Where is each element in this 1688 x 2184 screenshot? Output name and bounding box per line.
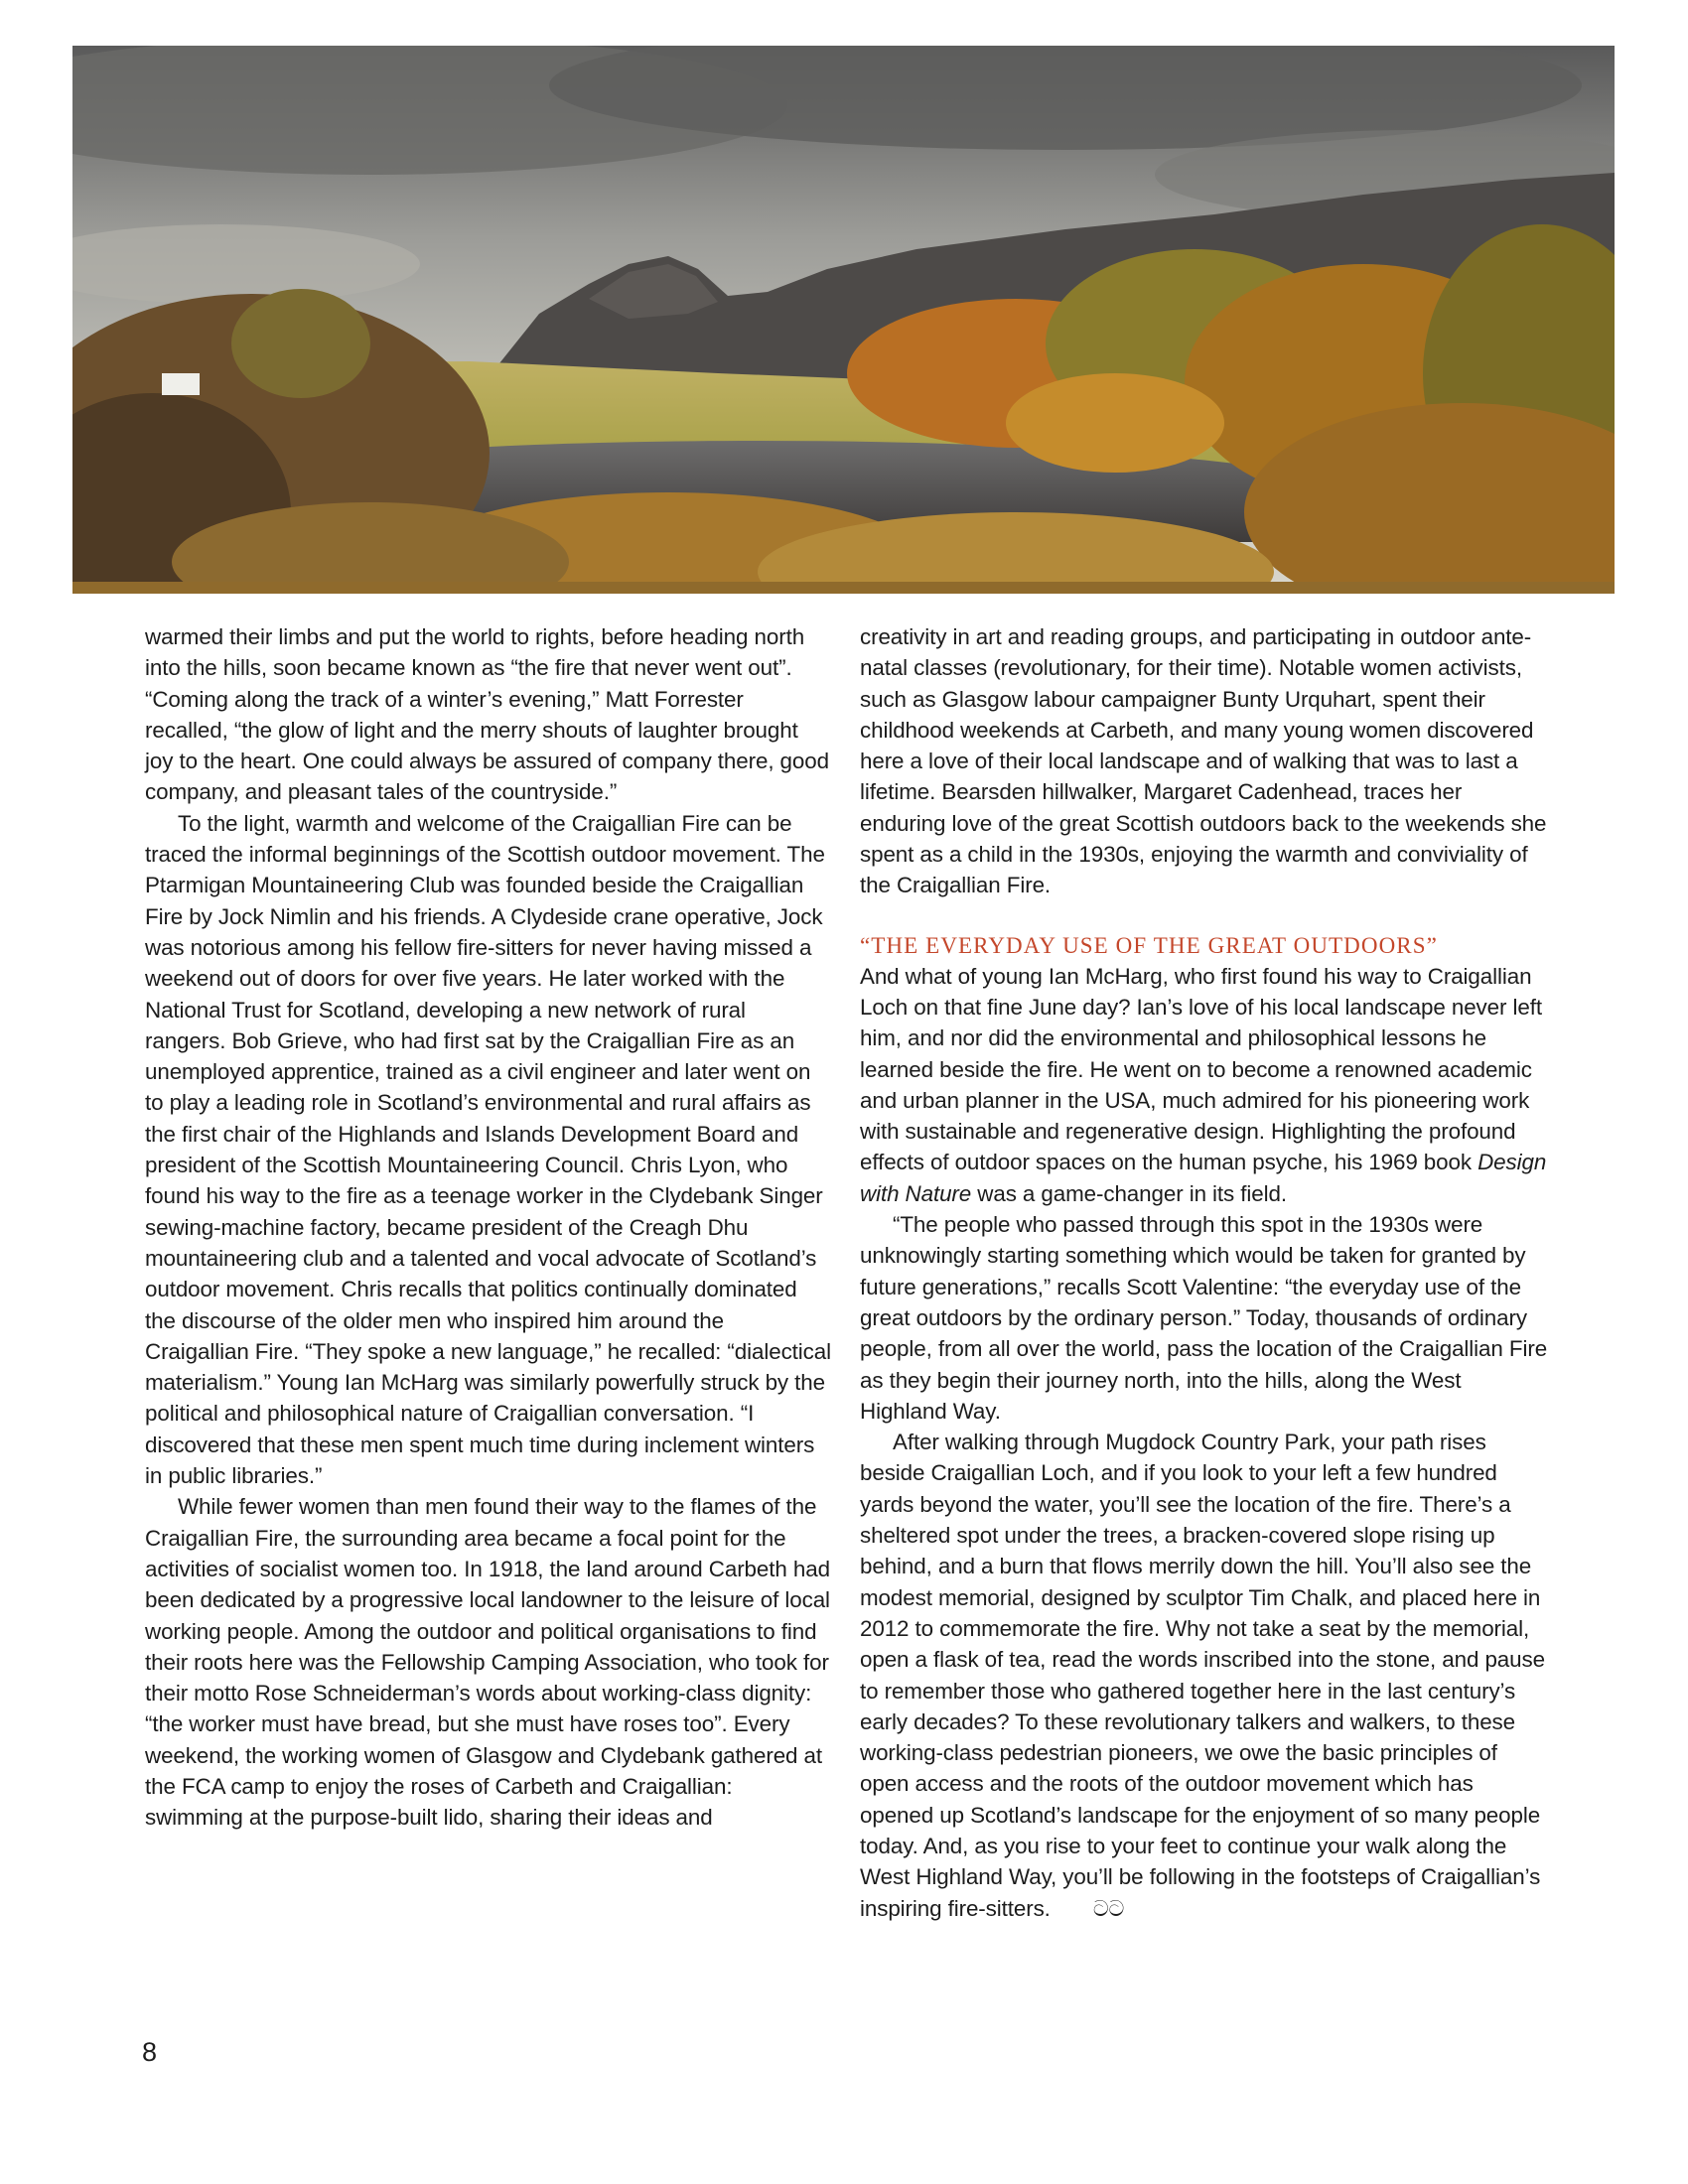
paragraph (860, 961, 1549, 1209)
paragraph-text: was a game-changer in its field. (971, 1180, 1287, 1206)
right-column (860, 621, 1549, 1924)
paragraph: warmed their limbs and put the world to rights, before heading north into the hills, soon became known as “the fire that never went out”. “Coming along the track of a winter’s evening,” Matt Forrester recalled, “the glow of light and the merry shouts of laughter brought joy to the heart. One could always be assured of company there, good company, and pleasant tales of the countryside.” (145, 624, 829, 805)
paragraph: To the light, warmth and welcome of the Craigallian Fire can be traced the informal beginnings of the Scottish outdoor movement. The Ptarmigan Mountaineering Club was founded beside the Craigallian Fire by Jock Nimlin and his friends. A Clydeside crane operative, Jock was notorious among his fellow fire-sitters for never having missed a weekend out of doors for over five years. He later worked with the National Trust for Scotland, developing a new network of rural rangers. Bob Grieve, who had first sat by the Craigallian Fire as an unemployed apprentice, trained as a civil engineer and later went on to play a leading role in Scotland’s environmental and rural affairs as the first chair of the Highlands and Islands Development Board and president of the Scottish Mountaineering Council. Chris Lyon, who found his way to the fire as a teenage worker in the Clydebank Singer sewing-machine factory, became president of the Creagh Dhu mountaineering club and a talented and vocal advocate of Scotland’s outdoor movement. Chris recalls that politics continually dominated the discourse of the older men who inspired him around the Craigallian Fire. “They spoke a new language,” he recalled: “dialectical materialism.” Young Ian McHarg was similarly powerfully struck by the political and philosophical nature of Craigallian conversation. “I discovered that these men spent much time during inclement winters in public libraries.” (145, 810, 831, 1489)
left-column (145, 621, 832, 1834)
paragraph-text: After walking through Mugdock Country Park, your path rises beside Craigallian Loch, and if you look to your left a few hundred yards beyond the water, you’ll see the location of the fire. There’s a sheltered spot under the trees, a bracken-covered slope rising up behind, and a burn that flows merrily down the hill. You’ll also see the modest memorial, designed by sculptor Tim Chalk, and placed here in 2012 to commemorate the fire. Why not take a seat by the memorial, open a flask of tea, read the words inscribed into the stone, and pause to remember those who gathered together here in the last century’s early decades? To these revolutionary talkers and walkers, to these working-class pedestrian pioneers, we owe the basic principles of open access and the roots of the outdoor movement which has opened up Scotland’s landscape for the enjoyment of so many people today. And, as you rise to your feet to continue your walk along the West Highland Way, you’ll be following in the footsteps of Craigallian’s inspiring fire-sitters. (860, 1430, 1545, 1921)
paragraph: creativity in art and reading groups, and participating in outdoor ante-natal classes (revolutionary, for their time). Notable women activists, such as Glasgow labour campaigner Bunty Urquhart, spent their childhood weekends at Carbeth, and many young women discovered here a love of their local landscape and of walking that was to last a lifetime. Bearsden hillwalker, Margaret Cadenhead, traces her enduring love of the great Scottish outdoors back to the weekends she spent as a child in the 1930s, enjoying the warmth and conviviality of the Craigallian Fire. (860, 624, 1547, 898)
end-mark-icon: ටට (1092, 1895, 1125, 1921)
section-heading: “THE EVERYDAY USE OF THE GREAT OUTDOORS” (860, 932, 1438, 958)
paragraph (860, 1427, 1549, 1924)
paragraph: “The people who passed through this spot in the 1930s were unknowingly starting something which would be taken for granted by future generations,” recalls Scott Valentine: “the everyday use of the great outdoors by the ordinary person.” Today, thousands of ordinary people, from all over the world, pass the location of the Craigallian Fire as they begin their journey north, into the hills, along the West Highland Way. (860, 1212, 1548, 1424)
paragraph-text: And what of young Ian McHarg, who first found his way to Craigallian Loch on that fine June day? Ian’s love of his local landscape never left him, and nor did the environmental and philosophical lessons he learned beside the fire. He went on to become a renowned academic and urban planner in the USA, much admired for his pioneering work with sustainable and regenerative design. Highlighting the profound effects of outdoor spaces on the human psyche, his 1969 book (860, 963, 1542, 1175)
book-title: Design with Nature (860, 1150, 1547, 1206)
landscape-photo (72, 46, 1615, 594)
paragraph: While fewer women than men found their way to the flames of the Craigallian Fire, the surrounding area became a focal point for the activities of socialist women too. In 1918, the land around Carbeth had been dedicated by a progressive local landowner to the leisure of local working people. Among the outdoor and political organisations to find their roots here was the Fellowship Camping Association, who took for their motto Rose Schneiderman’s words about working-class dignity: “the worker must have bread, but she must have roses too”. Every weekend, the working women of Glasgow and Clydebank gathered at the FCA camp to enjoy the roses of Carbeth and Craigallian: swimming at the purpose-built lido, sharing their ideas and (145, 1494, 830, 1831)
page-number: 8 (142, 2037, 158, 2067)
